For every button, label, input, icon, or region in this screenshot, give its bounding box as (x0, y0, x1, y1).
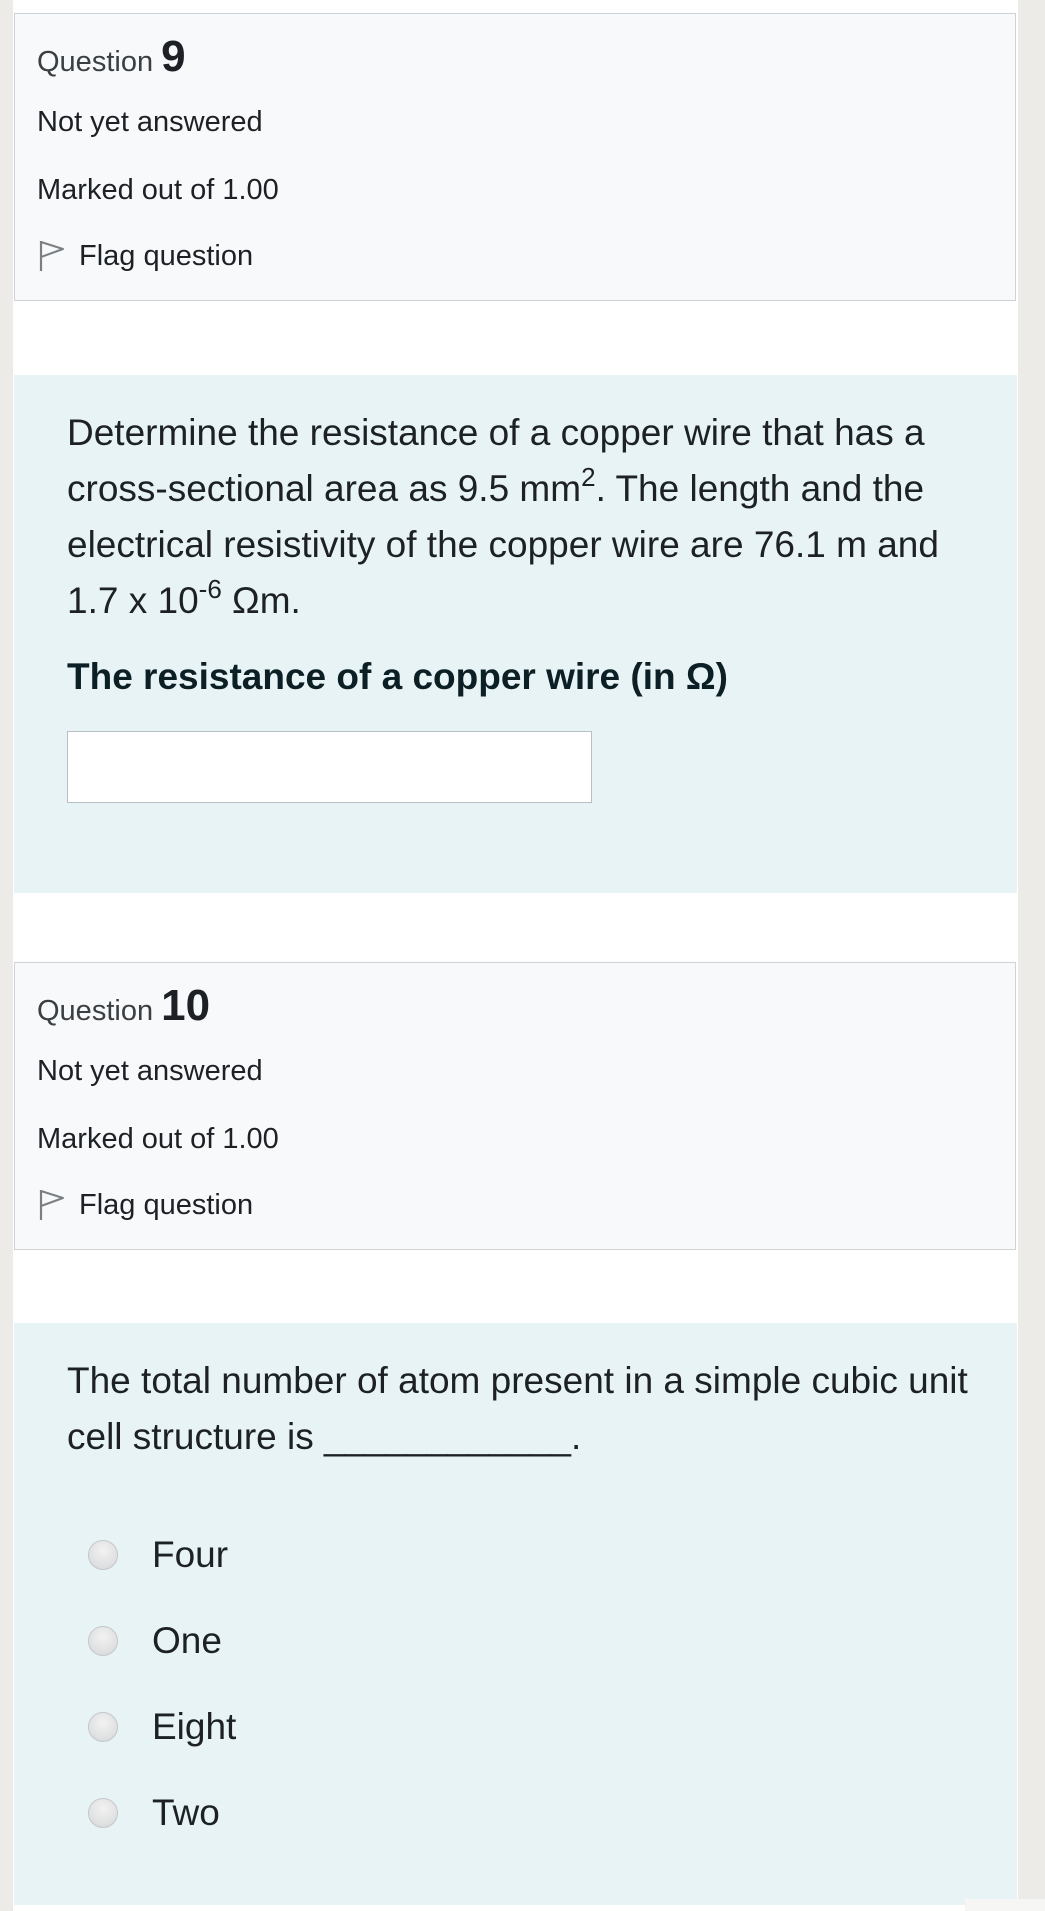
question-10-heading (37, 981, 210, 1031)
question-10-info (14, 962, 1016, 1250)
question-number: 9 (161, 32, 186, 81)
option-one[interactable] (88, 1620, 222, 1662)
question-9-heading (37, 32, 186, 82)
question-10-state: Not yet answered (37, 1055, 263, 1087)
option-two[interactable] (88, 1792, 220, 1834)
radio-button[interactable] (88, 1626, 118, 1656)
option-label: Two (152, 1792, 220, 1833)
flag-question-label: Flag question (79, 1188, 254, 1221)
question-text-part: . The length and the electrical resistivity of the copper wire are 76.1 m and 1.7 x 10 (67, 468, 939, 621)
radio-button[interactable] (88, 1798, 118, 1828)
question-number: 10 (161, 981, 211, 1030)
answer-prompt: The resistance of a copper wire (in Ω) (67, 656, 728, 697)
question-9-state: Not yet answered (37, 106, 263, 138)
question-9-grade: Marked out of 1.00 (37, 174, 279, 206)
option-label: Eight (152, 1706, 237, 1747)
question-9-info (14, 13, 1016, 301)
option-label: One (152, 1620, 222, 1661)
radio-button[interactable] (88, 1712, 118, 1742)
page-edge (965, 1899, 1045, 1911)
question-10-text: The total number of atom present in a simple cubic unit cell structure is ____________. (67, 1360, 968, 1457)
question-10-content (14, 1323, 1017, 1905)
flag-question-label: Flag question (79, 239, 254, 272)
question-text-part: Determine the resistance of a copper wire that has a cross-sectional area as 9.5 mm (67, 412, 925, 509)
option-eight[interactable] (88, 1706, 236, 1748)
question-9-text (67, 405, 987, 629)
radio-button[interactable] (88, 1540, 118, 1570)
question-label: Question (37, 46, 154, 78)
question-10-grade: Marked out of 1.00 (37, 1123, 279, 1155)
question-9-flag-button[interactable] (37, 239, 253, 273)
superscript: 2 (581, 462, 596, 492)
question-label: Question (37, 995, 154, 1027)
question-9-content (14, 375, 1017, 893)
option-label: Four (152, 1534, 229, 1575)
flag-icon (37, 1188, 67, 1222)
answer-input[interactable] (67, 731, 592, 803)
question-10-flag-button[interactable] (37, 1188, 253, 1222)
superscript: -6 (198, 574, 222, 604)
option-four[interactable] (88, 1534, 228, 1576)
question-text-part: Ωm. (221, 580, 301, 621)
flag-icon (37, 239, 67, 273)
